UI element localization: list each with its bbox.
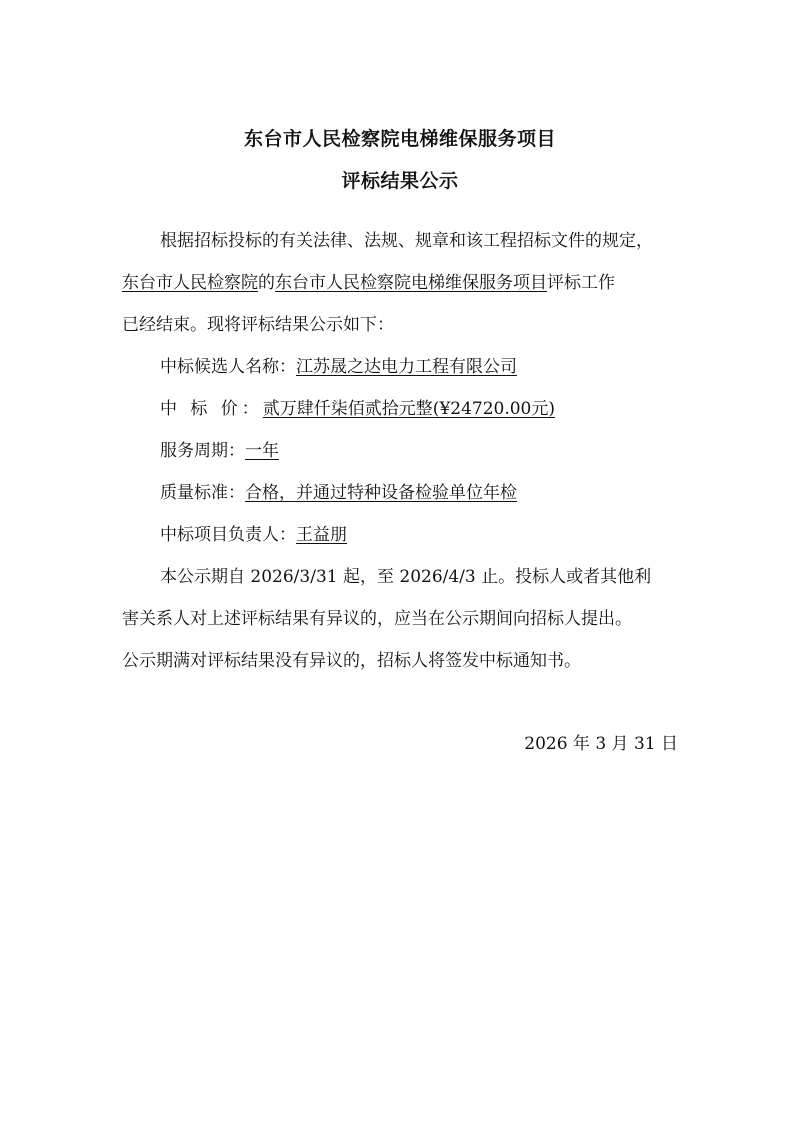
document-subtitle: 评标结果公示	[341, 170, 459, 192]
intro-line-1: 根据招标投标的有关法律、法规、规章和该工程招标文件的规定，	[160, 231, 653, 251]
tenderer-name: 东台市人民检察院	[122, 273, 258, 293]
notice-line-3: 公示期满对评标结果没有异议的，招标人将签发中标通知书。	[122, 651, 581, 671]
publish-date: 2026 年 3 月 31 日	[524, 734, 678, 754]
price-row	[160, 397, 555, 421]
intro-connector: 的	[258, 273, 275, 293]
intro-line-2	[122, 271, 615, 295]
price-label: 中 标 价：	[160, 399, 263, 419]
document-title: 东台市人民检察院电梯维保服务项目	[243, 128, 556, 150]
project-name: 东台市人民检察院电梯维保服务项目	[275, 273, 547, 293]
candidate-label: 中标候选人名称：	[160, 357, 296, 377]
quality-label: 质量标准：	[160, 483, 245, 503]
manager-row	[160, 523, 347, 547]
notice-line-1: 本公示期自 2026/3/31 起，至 2026/4/3 止。投标人或者其他利	[160, 567, 652, 587]
quality-value: 合格，并通过特种设备检验单位年检	[245, 483, 517, 503]
period-value: 一年	[245, 441, 279, 461]
candidate-value: 江苏晟之达电力工程有限公司	[296, 357, 517, 377]
intro-tail: 评标工作	[547, 273, 615, 293]
manager-value: 王益朋	[296, 525, 347, 545]
candidate-row	[160, 355, 517, 379]
notice-line-2: 害关系人对上述评标结果有异议的，应当在公示期间向招标人提出。	[122, 609, 632, 629]
price-value: 贰万肆仟柒佰贰拾元整(¥24720.00元)	[262, 399, 556, 419]
period-row	[160, 439, 279, 463]
manager-label: 中标项目负责人：	[160, 525, 296, 545]
period-label: 服务周期：	[160, 441, 245, 461]
quality-row	[160, 481, 517, 505]
intro-line-3: 已经结束。现将评标结果公示如下：	[122, 315, 394, 335]
